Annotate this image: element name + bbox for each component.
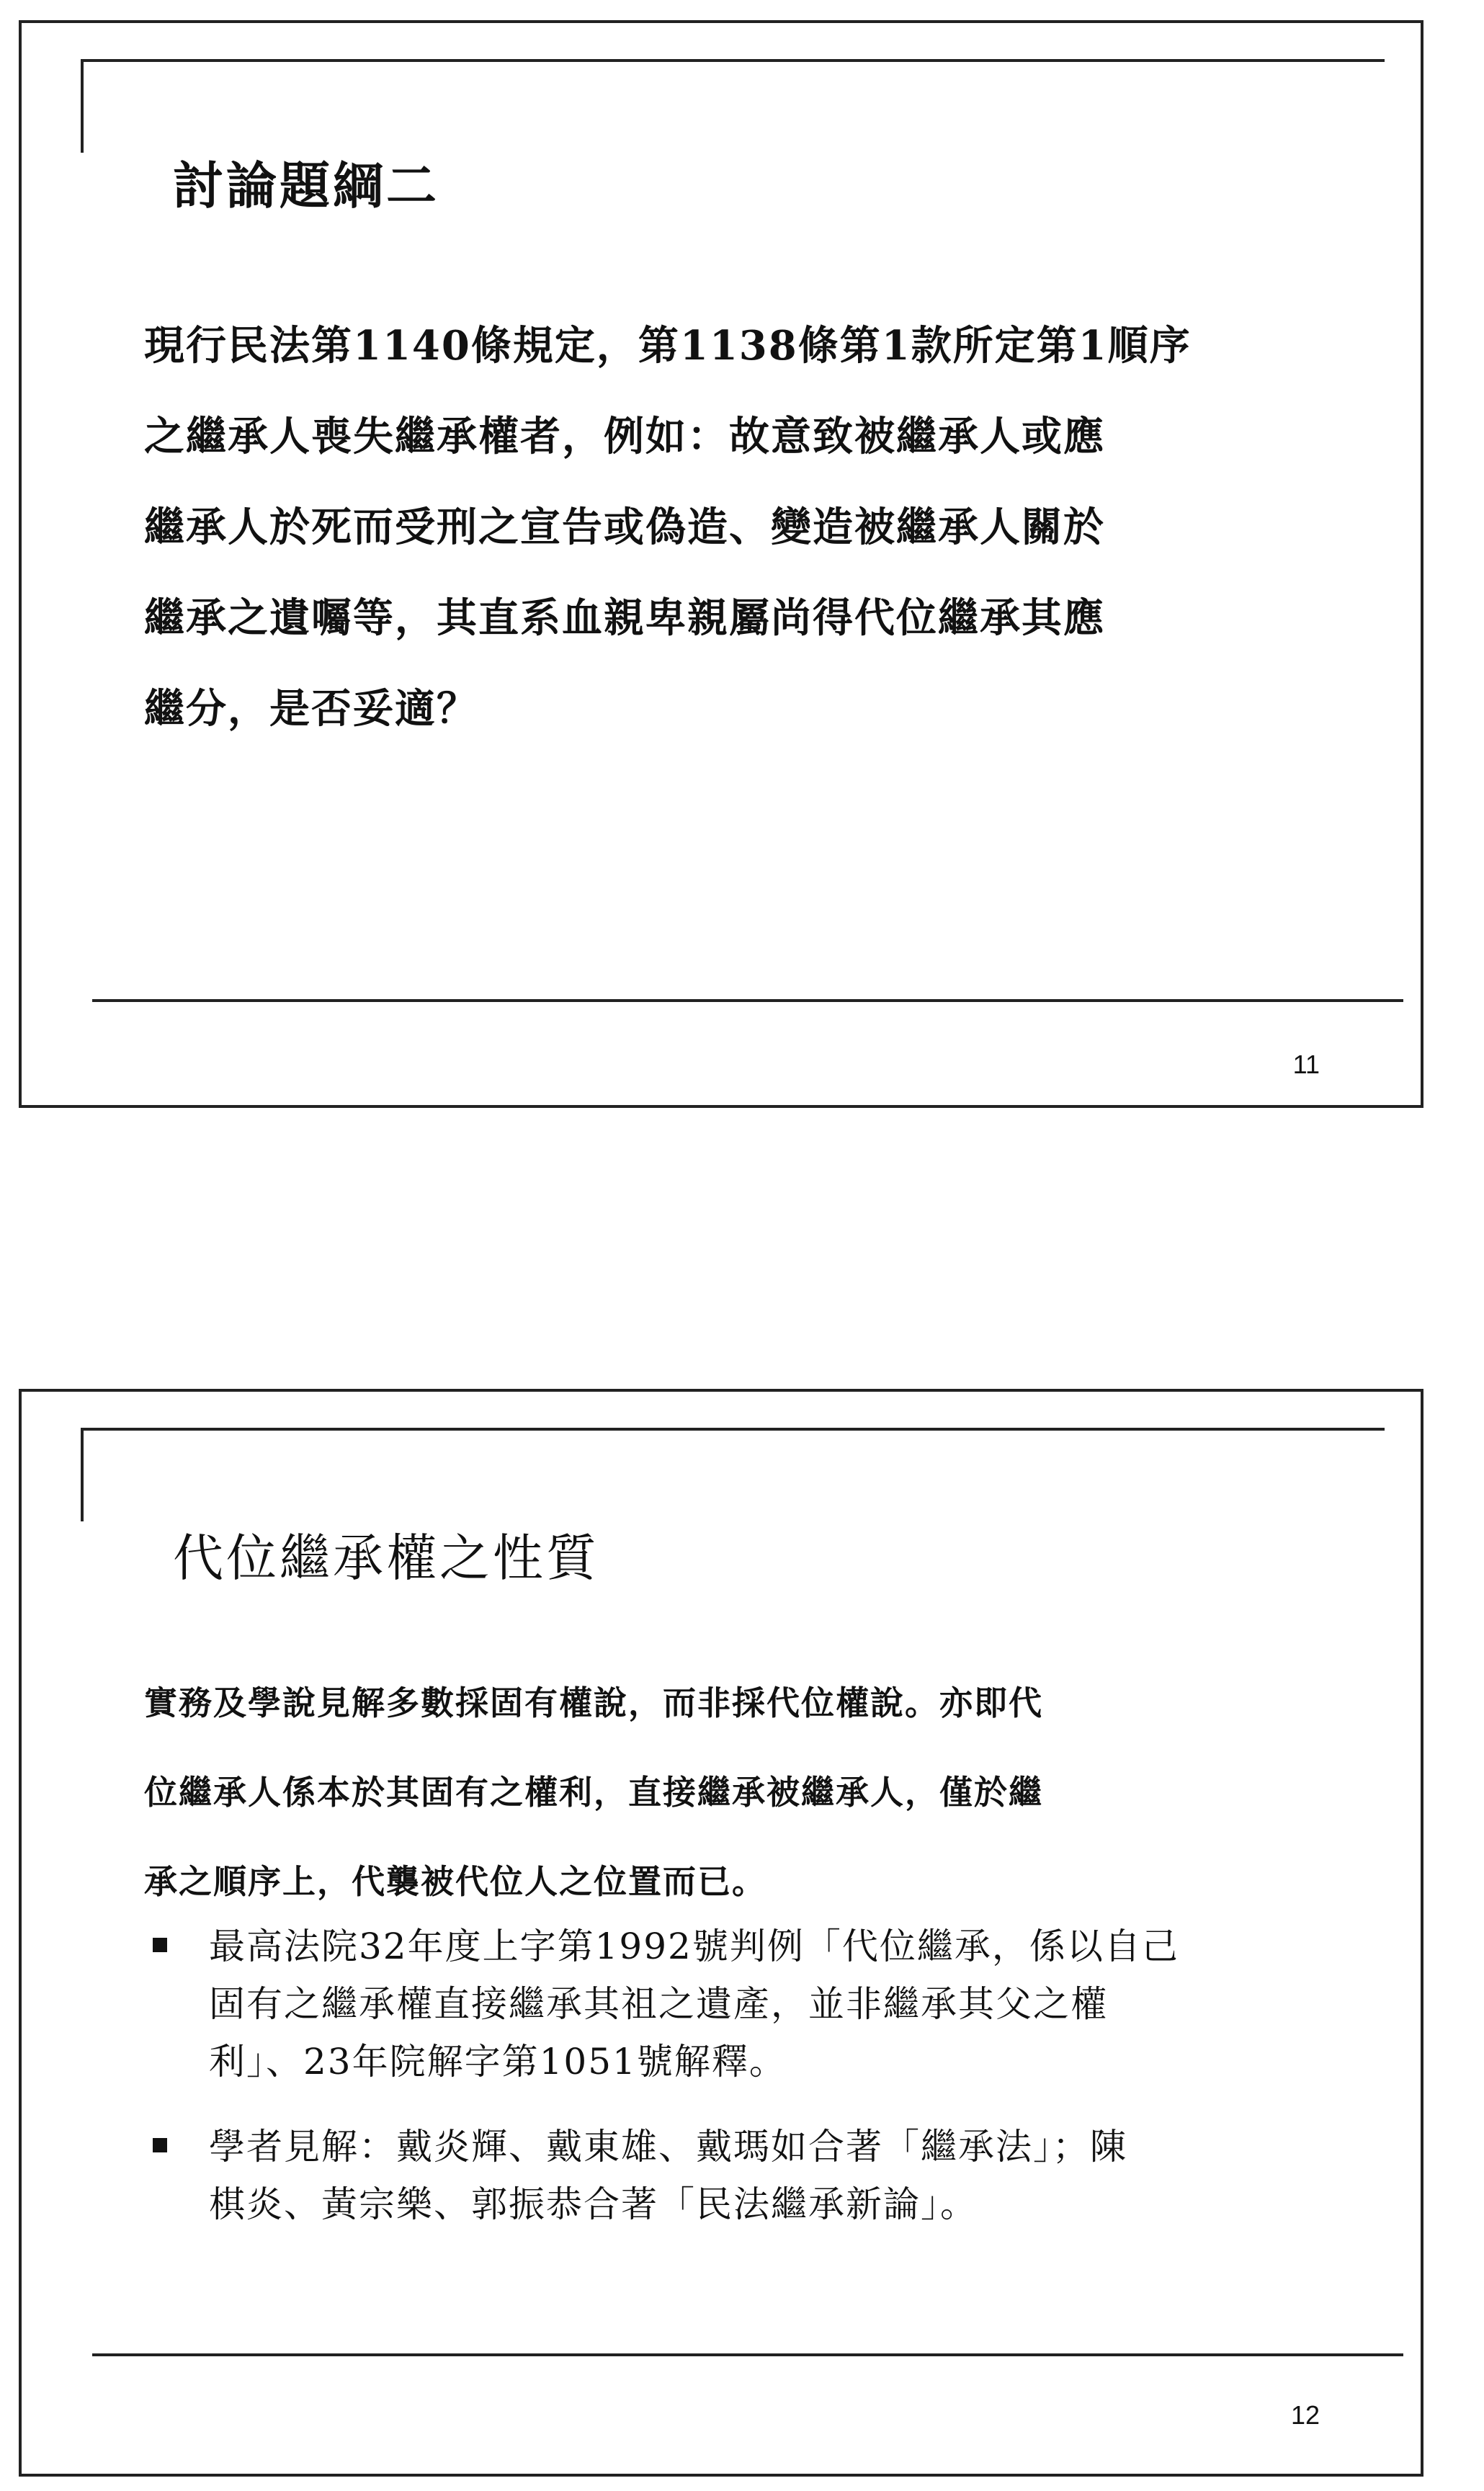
slide-frame-left-line: [81, 59, 84, 153]
body-line: 實務及學說見解多數採固有權說，而非採代位權說。亦即代: [144, 1683, 1043, 1722]
body-line: 承之順序上，代襲被代位人之位置而已。: [144, 1862, 766, 1901]
slide-footer-rule: [92, 999, 1403, 1002]
square-bullet-icon: [153, 1938, 167, 1952]
slide-frame-top-line: [81, 1428, 1385, 1431]
bullet-line: 學者見解：戴炎輝、戴東雄、戴瑪如合著「繼承法」；陳: [209, 2126, 1127, 2168]
page-number: 11: [1292, 1050, 1320, 1079]
page-number: 12: [1290, 2400, 1320, 2430]
slide-body: [144, 1658, 1369, 1926]
bullet-line: 固有之繼承權直接繼承其祖之遺產，並非繼承其父之權: [209, 1983, 1108, 2025]
bullet-list: [144, 1918, 1383, 2260]
body-line: 繼分，是否妥適？: [144, 685, 478, 733]
bullet-line: 最高法院32年度上字第1992號判例「代位繼承，係以自己: [209, 1926, 1179, 1967]
slide-12: [19, 1389, 1423, 2477]
body-line: 繼承人於死而受刑之宣告或偽造、變造被繼承人關於: [144, 504, 1105, 551]
bullet-item: [144, 1918, 1383, 2090]
bullet-item: [144, 2118, 1383, 2233]
body-line: 之繼承人喪失繼承權者，例如：故意致被繼承人或應: [144, 413, 1105, 460]
slide-frame-top-line: [81, 59, 1385, 62]
slide-title: 代位繼承權之性質: [173, 1529, 599, 1588]
bullet-line: 利」、23年院解字第1051號解釋。: [209, 2041, 787, 2083]
bullet-line: 棋炎、黃宗樂、郭振恭合著「民法繼承新論」。: [209, 2183, 978, 2225]
square-bullet-icon: [153, 2138, 167, 2152]
slide-body: [144, 300, 1369, 754]
body-line: 位繼承人係本於其固有之權利，直接繼承被繼承人，僅於繼: [144, 1773, 1043, 1812]
body-line: 繼承之遺囑等，其直系血親卑親屬尚得代位繼承其應: [144, 594, 1105, 642]
slide-title: 討論題綱二: [173, 156, 439, 215]
slide-frame-left-line: [81, 1428, 84, 1521]
slide-11: [19, 20, 1423, 1108]
body-line: 現行民法第1140條規定，第1138條第1款所定第1順序: [144, 322, 1192, 370]
slide-footer-rule: [92, 2353, 1403, 2356]
